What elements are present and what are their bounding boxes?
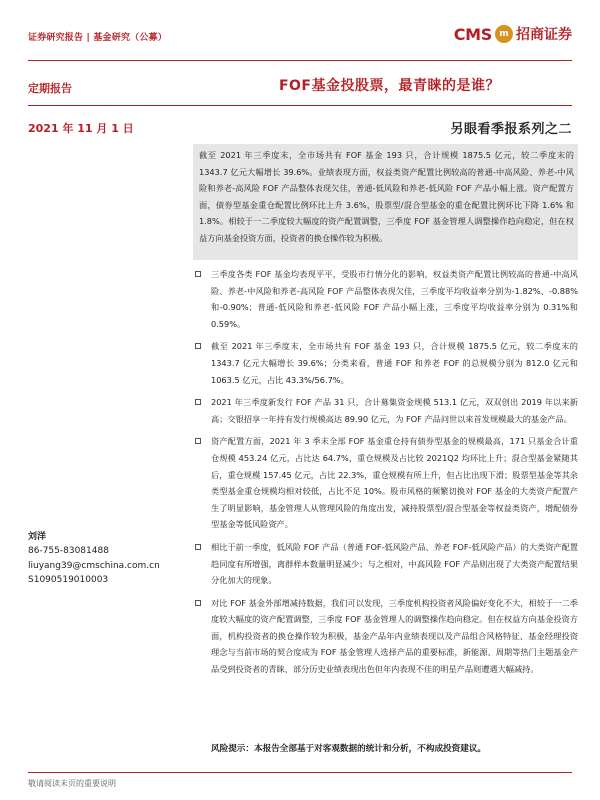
- company-logo: [454, 22, 572, 46]
- analyst-name: 刘洋: [28, 532, 47, 542]
- key-point-text: 2021 年三季度新发行 FOF 产品 31 只，合计募集资金规模 513.1 亿元，双双创出 2019 年以来新高；交银招享一年持有发行规模高达 89.90 亿元，为 FOF 产品问世以来首发规模最大的基金产品。: [211, 397, 578, 424]
- bullet-square-icon: [195, 271, 201, 277]
- key-point: [193, 266, 578, 332]
- analyst-email: liuyang39@cmschina.com.cn: [28, 560, 160, 571]
- report-type: 定期报告: [28, 82, 72, 95]
- key-point-text: 相比于前一季度，低风险 FOF 产品（普通 FOF-低风险产品、养老 FOF-低风险产品）的大类资产配置趋同度有所增强，离群样本数量明显减少；与之相对，中高风险 FOF 产品则出现了大类资产配置结果分化加大的现象。: [211, 541, 578, 586]
- key-point: [193, 433, 578, 533]
- key-point: [193, 338, 578, 388]
- logo-cms-text: CMS: [453, 24, 492, 44]
- key-point-text: 资产配置方面，2021 年 3 季末全部 FOF 基金重仓持有债券型基金的规模最高，171 只基金合计重仓规模 453.24 亿元，占比达 64.7%，重仓规模及占比较 2021Q2 均环比上升；混合型基金紧随其后，重仓规模 157.45 亿元，占比 22.3%，重仓规模有所上升，但占比出现下滑；股票型基金等其余类型基金重仓规模均相对较低，占比不足 10%。股市风格的频繁切换对 FOF 基金的大类资产配置产生了明显影响，基金管理人从管理风险的角度出发，减持股票型/混合型基金等权益类资产，增配债券型基金等低风险资产。: [211, 436, 578, 530]
- analyst-certificate: S1090519010003: [28, 575, 109, 586]
- report-title: FOF基金投股票，最青睐的是谁？: [278, 78, 500, 94]
- logo-mark-icon: m: [495, 25, 513, 43]
- footer-divider: [28, 772, 572, 773]
- report-date: 2021 年 11 月 1 日: [28, 122, 134, 135]
- bullet-square-icon: [195, 399, 201, 405]
- analyst-phone: 86-755-83081488: [28, 546, 109, 557]
- key-point: [193, 595, 578, 678]
- risk-warning: 风险提示：本报告全部基于对客观数据的统计和分析，不构成投资建议。: [211, 744, 487, 754]
- footer-note: 敬请阅读末页的重要说明: [28, 779, 116, 788]
- analyst-contact: [28, 530, 188, 588]
- key-point: [193, 539, 578, 589]
- bullet-square-icon: [195, 438, 201, 444]
- logo-cn-text: 招商证券: [516, 27, 572, 43]
- key-point-text: 三季度各类 FOF 基金均表现平平，受股市行情分化的影响，权益类资产配置比例较高的普通-中高风险、养老-中风险和养老-高风险 FOF 产品整体表现欠佳，三季度平均收益率分别为-1.82%、-0.88%和-0.90%；普通-低风险和养老-低风险 FOF 产品小幅上涨，三季度平均收益率分别为 0.31%和 0.59%。: [211, 269, 578, 329]
- header-divider: [28, 60, 572, 61]
- summary-box: 截至 2021 年三季度末，全市场共有 FOF 基金 193 只，合计规模 1875.5 亿元，较二季度末的 1343.7 亿元大幅增长 39.6%。业绩表现方面，权益类资产配置比例较高的普通-中高风险、养老-中风险和养老-高风险 FOF 产品整体表现欠佳，普通-低风险和养老-低风险 FOF 产品小幅上涨。资产配置方面，债券型基金重仓配置比例环比上升 3.6%，股票型/混合型基金的重仓配置比例环比下降 1.6% 和 1.8%。相较于一二季度较大幅度的资产配置调整，三季度 FOF 基金管理人调整操作趋向稳定，但在权益方向基金投资方面，投资者的换仓操作较为积极。: [193, 144, 578, 260]
- key-point: [193, 394, 578, 427]
- bullet-square-icon: [195, 544, 201, 550]
- key-points-list: [193, 266, 578, 684]
- key-point-text: 截至 2021 年三季度末，全市场共有 FOF 基金 193 只，合计规模 1875.5 亿元，较二季度末的 1343.7 亿元大幅增长 39.6%；分类来看，普通 FOF 和养老 FOF 的总规模分别为 812.0 亿元和 1063.5 亿元，占比 43.3%/56.7%。: [211, 341, 578, 385]
- bullet-square-icon: [195, 343, 201, 349]
- title-divider: [28, 105, 572, 106]
- key-point-text: 对比 FOF 基金外部增减持数据，我们可以发现，三季度机构投资者风险偏好变化不大，相较于一二季度较大幅度的资产配置调整，三季度 FOF 基金管理人的调整操作趋向稳定。但在权益方向基金投资方面，机构投资者的换仓操作较为积极，基金产品年内业绩表现以及产品组合风格特征、基金经理投资理念与当前市场的契合度成为 FOF 基金管理人选择产品的重要标准，新能源、周期等热门主题基金产品受到投资者的青睐，部分历史业绩表现出色但年内表现不佳的明星产品则遭遇大幅减持。: [211, 597, 578, 675]
- bullet-square-icon: [195, 600, 201, 606]
- report-category: 证券研究报告 | 基金研究（公募）: [28, 33, 167, 43]
- report-subtitle: 另眼看季报系列之二: [450, 122, 572, 137]
